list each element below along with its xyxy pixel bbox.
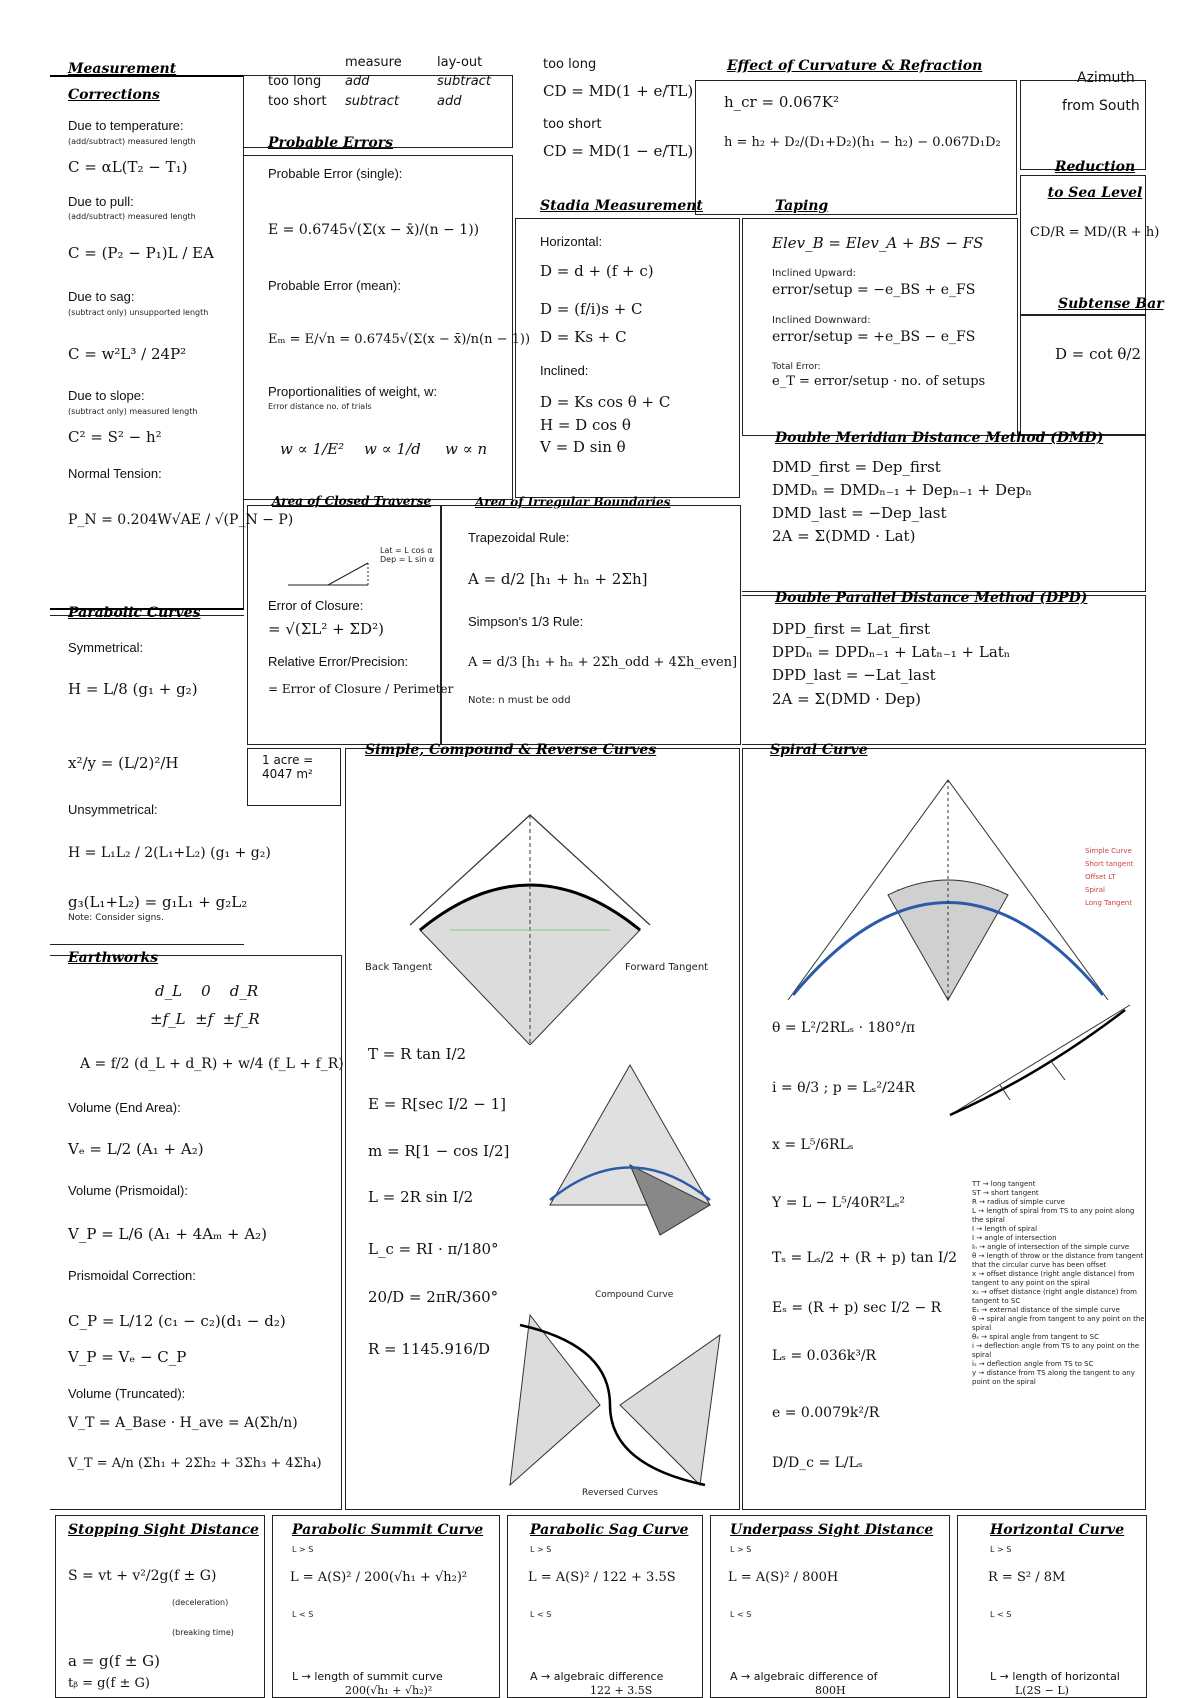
- sag-f1: L = A(S)² / 122 + 3.5S: [528, 1570, 676, 1585]
- horizontal-c1: L > S: [990, 1545, 1012, 1554]
- curvature-heading: Effect of Curvature & Refraction: [727, 58, 983, 74]
- earthworks-corr-label: Prismoidal Correction:: [68, 1268, 196, 1283]
- closed-lat-dep: Lat = L cos α Dep = L sin α: [380, 546, 435, 564]
- azimuth-l2: from South: [1062, 98, 1140, 114]
- stadia-h3: D = Ks + C: [540, 328, 627, 346]
- dpd-f2: DPDₙ = DPDₙ₋₁ + Latₙ₋₁ + Latₙ: [772, 643, 1011, 661]
- spiral-note: I → length of spiral: [972, 1225, 1038, 1233]
- compound-label: Compound Curve: [595, 1290, 674, 1300]
- earthworks-endarea-label: Volume (End Area):: [68, 1100, 181, 1115]
- slope-note: (subtract only) measured length: [68, 407, 198, 416]
- horizontal-f1: R = S² / 8M: [988, 1570, 1066, 1585]
- irregular-note: Note: n must be odd: [468, 695, 571, 706]
- spiral-f9: D/D_c = L/Lₛ: [772, 1455, 863, 1471]
- summit-note: L → length of summit curve: [292, 1670, 443, 1683]
- summit-c2: L < S: [292, 1610, 314, 1619]
- parabolic-f2: x²/y = (L/2)²/H: [68, 754, 179, 772]
- earthworks-trunc1: V_T = A_Base · H_ave = A(Σh/n): [68, 1415, 298, 1431]
- earthworks-area: A = f/2 (d_L + d_R) + w/4 (f_L + f_R): [80, 1056, 344, 1072]
- closed-rel-formula: = Error of Closure / Perimeter: [268, 682, 454, 696]
- slope-formula: C² = S² − h²: [68, 428, 162, 446]
- too-short-formula: CD = MD(1 − e/TL): [543, 142, 694, 160]
- sag-f2: 122 + 3.5S: [590, 1684, 653, 1697]
- stadia-i3: V = D sin θ: [540, 438, 626, 456]
- underpass-f1: L = A(S)² / 800H: [728, 1570, 839, 1585]
- box-measurement: [50, 75, 244, 610]
- dmd-f1: DMD_first = Dep_first: [772, 458, 941, 476]
- spiral-f7: Lₛ = 0.036k³/R: [772, 1348, 877, 1364]
- compound-curve-diagram: [530, 1055, 730, 1245]
- summit-c1: L > S: [292, 1545, 314, 1554]
- stopping-note1: (deceleration): [172, 1598, 229, 1607]
- horizontal-heading: Horizontal Curve: [990, 1522, 1125, 1538]
- parabolic-f1: H = L/8 (g₁ + g₂): [68, 680, 198, 698]
- dpd-f3: DPD_last = −Lat_last: [772, 666, 936, 684]
- box-stopping: [55, 1515, 265, 1698]
- spiral-f4: Y = L − L⁵/40R²Lₛ²: [772, 1195, 906, 1211]
- dmd-heading: Double Meridian Distance Method (DMD): [775, 430, 1104, 446]
- spiral-notes: [972, 1180, 1147, 1387]
- stadia-i1: D = Ks cos θ + C: [540, 393, 671, 411]
- dmd-f2: DMDₙ = DMDₙ₋₁ + Depₙ₋₁ + Depₙ: [772, 481, 1032, 499]
- earthworks-corr2: V_P = Vₑ − C_P: [68, 1348, 187, 1366]
- earthworks-corr: C_P = L/12 (c₁ − c₂)(d₁ − d₂): [68, 1312, 286, 1330]
- irregular-heading: Area of Irregular Boundaries: [475, 495, 671, 509]
- sag-formula: C = w²L³ / 24P²: [68, 345, 187, 363]
- taping-down-formula: error/setup = +e_BS − e_FS: [772, 329, 976, 345]
- closed-error-label: Error of Closure:: [268, 598, 364, 613]
- spiral-note: I → angle of intersection: [972, 1234, 1057, 1242]
- spiral-note: ST → short tangent: [972, 1189, 1039, 1197]
- probable-prop-note: Error distance no. of trials: [268, 402, 372, 411]
- earthworks-trunc-label: Volume (Truncated):: [68, 1386, 186, 1401]
- spiral-legend-offset: Offset LT: [1085, 873, 1116, 881]
- slope-label: Due to slope:: [68, 388, 145, 403]
- underpass-c1: L > S: [730, 1545, 752, 1554]
- underpass-c2: L < S: [730, 1610, 752, 1619]
- temp-formula: C = αL(T₂ − T₁): [68, 158, 188, 176]
- stopping-heading: Stopping Sight Distance: [68, 1522, 259, 1538]
- simple-f4: L = 2R sin I/2: [368, 1188, 474, 1206]
- reversed-label: Reversed Curves: [582, 1488, 658, 1498]
- azimuth-l1: Azimuth: [1077, 70, 1135, 86]
- spiral-legend-short: Short tangent: [1085, 860, 1134, 868]
- summit-f1: L = A(S)² / 200(√h₁ + √h₂)²: [290, 1570, 468, 1585]
- earthworks-prism: V_P = L/6 (A₁ + 4Aₘ + A₂): [68, 1225, 268, 1243]
- stadia-i2: H = D cos θ: [540, 416, 631, 434]
- tension-formula: P_N = 0.204W√AE / √(P_N − P): [68, 512, 294, 528]
- dmd-f4: 2A = Σ(DMD · Lat): [772, 527, 916, 545]
- sag-c1: L > S: [530, 1545, 552, 1554]
- forward-tangent: Forward Tangent: [625, 962, 709, 973]
- parabolic-heading: Parabolic Curves: [68, 605, 201, 621]
- taping-f1: Elev_B = Elev_A + BS − FS: [772, 234, 984, 252]
- taping-up-formula: error/setup = −e_BS + e_FS: [772, 282, 976, 298]
- taping-total-formula: e_T = error/setup · no. of setups: [772, 374, 986, 389]
- probable-prop-label: Proportionalities of weight, w:: [268, 384, 438, 399]
- stopping-note2: (breaking time): [172, 1628, 234, 1637]
- sealevel-formula: CD/R = MD/(R + h): [1030, 225, 1160, 240]
- probable-heading: Probable Errors: [268, 135, 394, 151]
- dpd-heading: Double Parallel Distance Method (DPD): [775, 590, 1088, 606]
- box-stadia: [515, 218, 740, 498]
- spiral-f6: Eₛ = (R + p) sec I/2 − R: [772, 1300, 942, 1316]
- box-subtense: [1020, 315, 1146, 435]
- irregular-simp-formula: A = d/3 [h₁ + hₙ + 2Σh_odd + 4Σh_even]: [468, 655, 738, 670]
- temp-label: Due to temperature:: [68, 118, 184, 133]
- measurement-heading: Measurement Corrections: [68, 61, 177, 103]
- pull-note: (add/subtract) measured length: [68, 212, 196, 221]
- spiral-diagram: [778, 770, 1138, 1010]
- too-long-label: too long: [543, 57, 597, 72]
- spiral-f3: x = L⁵/6RLₛ: [772, 1137, 854, 1153]
- closed-heading: Area of Closed Traverse: [272, 494, 432, 508]
- temp-note: (add/subtract) measured length: [68, 137, 196, 146]
- spiral-offset-diagram: [940, 985, 1140, 1125]
- spiral-note: iₛ → deflection angle from TS to SC: [972, 1360, 1094, 1368]
- horizontal-c2: L < S: [990, 1610, 1012, 1619]
- summit-f2: 200(√h₁ + √h₂)²: [345, 1684, 433, 1697]
- underpass-heading: Underpass Sight Distance: [730, 1522, 934, 1538]
- stadia-horizontal: Horizontal:: [540, 234, 603, 249]
- spiral-note: Iₙ → angle of intersection of the simple curve: [972, 1243, 1130, 1251]
- earthworks-row1: d_L 0 d_R: [155, 982, 259, 1000]
- table-row2: too short: [268, 94, 327, 109]
- parabolic-unsym: Unsymmetrical:: [68, 802, 158, 817]
- earthworks-prism-label: Volume (Prismoidal):: [68, 1183, 188, 1198]
- closed-rel-label: Relative Error/Precision:: [268, 654, 409, 669]
- irregular-simp-label: Simpson's 1/3 Rule:: [468, 614, 584, 629]
- probable-prop-f3: w ∝ n: [445, 440, 488, 458]
- spiral-note: TT → long tangent: [972, 1180, 1036, 1188]
- closed-error-formula: = √(ΣL² + ΣD²): [268, 620, 384, 638]
- pull-label: Due to pull:: [68, 194, 134, 209]
- sealevel-heading: Reduction to Sea Level: [1047, 159, 1143, 201]
- stopping-f2: a = g(f ± G): [68, 1652, 160, 1670]
- spiral-f8: e = 0.0079k²/R: [772, 1405, 880, 1421]
- earthworks-trunc2: V_T = A/n (Σh₁ + 2Σh₂ + 3Σh₃ + 4Σh₄): [68, 1456, 322, 1471]
- spiral-note: L → length of spiral from TS to any point along the spiral: [972, 1207, 1135, 1224]
- dmd-f3: DMD_last = −Dep_last: [772, 504, 947, 522]
- spiral-note: R → radius of simple curve: [972, 1198, 1065, 1206]
- spiral-legend-simple: Simple Curve: [1085, 847, 1132, 855]
- spiral-f2: i = θ/3 ; p = Lₛ²/24R: [772, 1080, 916, 1096]
- probable-mean-formula: Eₘ = E/√n = 0.6745√(Σ(x − x̄)/n(n − 1)): [268, 332, 531, 347]
- spiral-note: Eₛ → external distance of the simple curve: [972, 1306, 1120, 1314]
- stopping-f1: S = vt + v²/2g(f ± G): [68, 1568, 217, 1584]
- summit-heading: Parabolic Summit Curve: [292, 1522, 484, 1538]
- horizontal-f2: L(2S − L): [1015, 1684, 1069, 1697]
- sag-note: (subtract only) unsupported length: [68, 308, 209, 317]
- too-long-formula: CD = MD(1 + e/TL): [543, 82, 694, 100]
- sag-label: Due to sag:: [68, 289, 135, 304]
- parabolic-note: Note: Consider signs.: [68, 913, 164, 923]
- curvature-f1: h_cr = 0.067K²: [724, 93, 839, 111]
- probable-single-label: Probable Error (single):: [268, 166, 403, 181]
- simple-f1: T = R tan I/2: [368, 1045, 467, 1063]
- simple-heading: Simple, Compound & Reverse Curves: [365, 742, 657, 758]
- sag-heading: Parabolic Sag Curve: [530, 1522, 689, 1538]
- probable-mean-label: Probable Error (mean):: [268, 278, 401, 293]
- dpd-f4: 2A = Σ(DMD · Dep): [772, 690, 922, 708]
- dpd-f1: DPD_first = Lat_first: [772, 620, 930, 638]
- horizontal-note: L → length of horizontal: [990, 1670, 1120, 1683]
- spiral-legend-spiral: Spiral: [1085, 886, 1105, 894]
- simple-f7: R = 1145.916/D: [368, 1340, 491, 1358]
- spiral-f1: θ = L²/2RLₛ · 180°/π: [772, 1020, 916, 1036]
- spiral-heading: Spiral Curve: [770, 742, 868, 758]
- closed-acre: 1 acre = 4047 m²: [262, 753, 314, 781]
- spiral-note: xₛ → offset distance (right angle distance) from tangent to SC: [972, 1288, 1137, 1305]
- stadia-h1: D = d + (f + c): [540, 262, 654, 280]
- parabolic-f3: H = L₁L₂ / 2(L₁+L₂) (g₁ + g₂): [68, 845, 271, 861]
- table-col-layout: lay-out: [437, 55, 483, 70]
- spiral-note: x → offset distance (right angle distance) from tangent to any point on the spiral: [972, 1270, 1135, 1287]
- table-col-measure: measure: [345, 55, 402, 70]
- table-row2-measure: subtract: [345, 94, 399, 109]
- spiral-note: θ → length of throw or the distance from tangent that the circular curve has been offset: [972, 1252, 1144, 1269]
- stadia-heading: Stadia Measurement: [540, 198, 703, 214]
- simple-f6: 20/D = 2πR/360°: [368, 1288, 499, 1306]
- pull-formula: C = (P₂ − P₁)L / EA: [68, 244, 214, 262]
- curvature-f2: h = h₂ + D₂/(D₁+D₂)(h₁ − h₂) − 0.067D₁D₂: [724, 135, 1001, 150]
- table-row1-measure: add: [345, 74, 370, 89]
- stadia-h2: D = (f/i)s + C: [540, 300, 643, 318]
- spiral-note: y → distance from TS along the tangent to any point on the spiral: [972, 1369, 1135, 1386]
- taping-down-label: Inclined Downward:: [772, 315, 871, 326]
- taping-up-label: Inclined Upward:: [772, 268, 856, 279]
- stadia-inclined: Inclined:: [540, 363, 589, 378]
- simple-f3: m = R[1 − cos I/2]: [368, 1142, 510, 1160]
- tension-label: Normal Tension:: [68, 466, 162, 481]
- probable-single-formula: E = 0.6745√(Σ(x − x̄)/(n − 1)): [268, 222, 480, 238]
- too-short-label: too short: [543, 117, 602, 132]
- irregular-trap-formula: A = d/2 [h₁ + hₙ + 2Σh]: [468, 570, 648, 588]
- simple-f5: L_c = RI · π/180°: [368, 1240, 499, 1258]
- parabolic-sym: Symmetrical:: [68, 640, 144, 655]
- stopping-f3: tᵦ = g(f ± G): [68, 1676, 150, 1691]
- underpass-note: A → algebraic difference of: [730, 1670, 878, 1683]
- sag-c2: L < S: [530, 1610, 552, 1619]
- simple-f2: E = R[sec I/2 − 1]: [368, 1095, 506, 1113]
- reverse-curve-diagram: [490, 1305, 730, 1495]
- earthworks-row2: ±f_L ±f ±f_R: [150, 1010, 260, 1028]
- taping-heading: Taping: [775, 198, 829, 214]
- simple-curve-diagram: [360, 795, 730, 1045]
- spiral-note: θ → spiral angle from tangent to any point on the spiral: [972, 1315, 1145, 1332]
- subtense-formula: D = cot θ/2: [1055, 345, 1141, 363]
- earthworks-endarea: Vₑ = L/2 (A₁ + A₂): [68, 1140, 204, 1158]
- parabolic-f4: g₃(L₁+L₂) = g₁L₁ + g₂L₂: [68, 893, 248, 911]
- spiral-note: i → deflection angle from TS to any point on the spiral: [972, 1342, 1140, 1359]
- spiral-note: θₛ → spiral angle from tangent to SC: [972, 1333, 1099, 1341]
- back-tangent: Back Tangent: [365, 962, 433, 973]
- sag-note: A → algebraic difference: [530, 1670, 664, 1683]
- probable-prop-f1: w ∝ 1/E²: [280, 440, 345, 458]
- spiral-f5: Tₛ = Lₛ/2 + (R + p) tan I/2: [772, 1250, 958, 1266]
- spiral-legend-long: Long Tangent: [1085, 899, 1132, 907]
- earthworks-heading: Earthworks: [68, 950, 159, 966]
- table-row1-layout: subtract: [437, 74, 491, 89]
- probable-prop-f2: w ∝ 1/d: [364, 440, 421, 458]
- irregular-trap-label: Trapezoidal Rule:: [468, 530, 570, 545]
- taping-total-label: Total Error:: [772, 362, 821, 372]
- table-row1: too long: [268, 74, 322, 89]
- underpass-f2: 800H: [815, 1684, 846, 1697]
- subtense-heading: Subtense Bar: [1058, 296, 1164, 312]
- table-row2-layout: add: [437, 94, 462, 109]
